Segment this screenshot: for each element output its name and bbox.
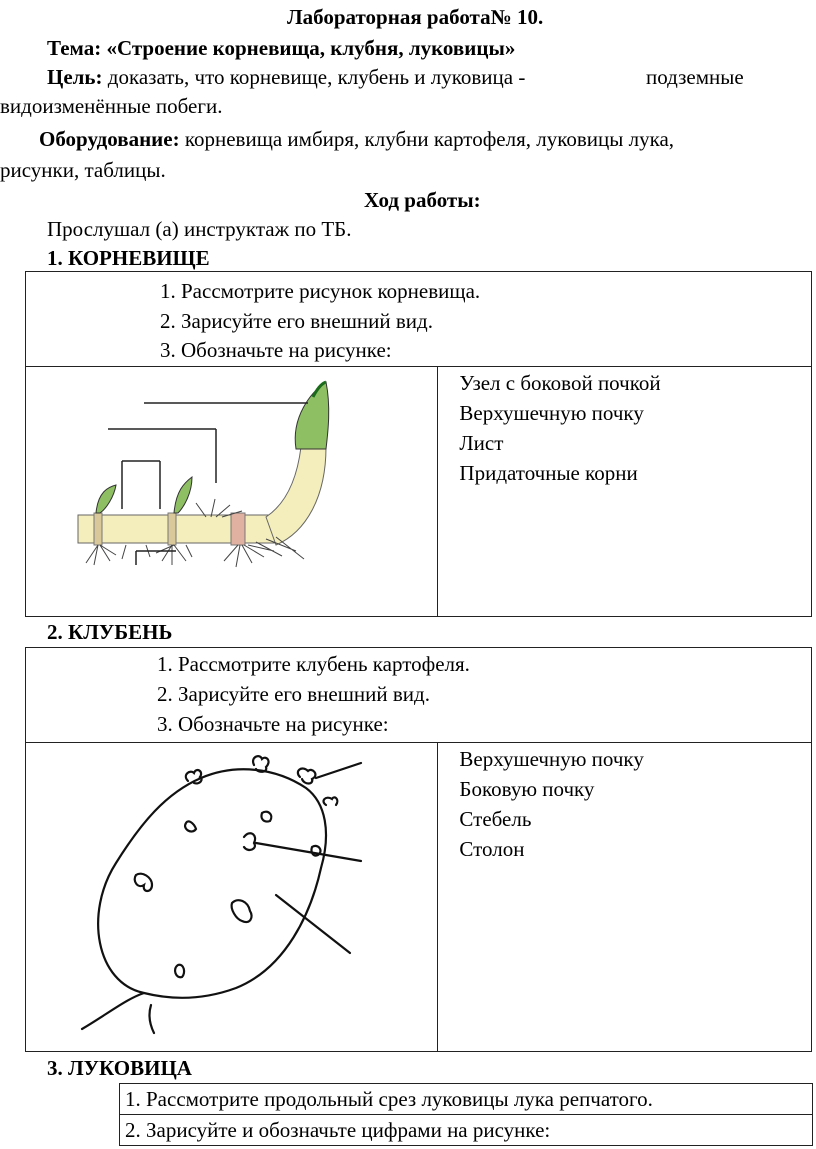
section2-step-2: 2. Зарисуйте его внешний вид. — [157, 682, 430, 706]
equipment-line — [39, 127, 674, 152]
section2-step-3: 3. Обозначьте на рисунке: — [157, 712, 389, 736]
rhizome-label-3: Лист — [459, 431, 504, 455]
rhizome-label-4: Придаточные корни — [459, 461, 638, 485]
section1-step-1: 1. Рассмотрите рисунок корневища. — [160, 279, 481, 303]
section1-step-2: 2. Зарисуйте его внешний вид. — [160, 309, 433, 333]
rhizome-label-2: Верхушечную почку — [459, 401, 644, 425]
tuber-label-1: Верхушечную почку — [459, 747, 644, 771]
rhizome-labels-cell — [438, 367, 812, 617]
equipment-text: корневища имбиря, клубни картофеля, луковицы лука, — [184, 127, 675, 151]
topic-text: «Строение корневища, клубня, луковицы» — [106, 36, 516, 60]
section3-heading: 3. ЛУКОВИЦА — [47, 1056, 192, 1080]
page-title: Лабораторная работа№ 10. — [287, 5, 544, 29]
equipment-label: Оборудование: — [39, 127, 180, 151]
tuber-illustration — [26, 743, 439, 1051]
tuber-label-2: Боковую почку — [459, 777, 595, 801]
section2-step-1: 1. Рассмотрите клубень картофеля. — [157, 652, 470, 676]
section3-step-1: 1. Рассмотрите продольный срез луковицы лука репчатого. — [125, 1087, 653, 1111]
section2-steps-cell — [26, 648, 812, 743]
goal-label: Цель: — [47, 65, 103, 89]
tuber-label-4: Столон — [459, 837, 525, 861]
goal-text-end: подземные — [646, 65, 744, 89]
goal-text-cont: видоизменённые побеги. — [0, 94, 223, 118]
tuber-label-3: Стебель — [459, 807, 532, 831]
equipment-text-cont: рисунки, таблицы. — [0, 158, 166, 182]
rhizome-drawing-cell — [26, 367, 438, 617]
section3-table — [119, 1083, 813, 1146]
topic-line — [47, 36, 515, 61]
section3-step-2: 2. Зарисуйте и обозначьте цифрами на рисунке: — [125, 1118, 551, 1142]
section2-heading: 2. КЛУБЕНЬ — [47, 620, 173, 644]
goal-line — [47, 65, 525, 90]
section3-step-2-cell — [120, 1115, 813, 1146]
rhizome-illustration — [26, 367, 439, 616]
section1-table — [25, 271, 812, 617]
tuber-drawing-cell — [26, 743, 438, 1052]
goal-text: доказать, что корневище, клубень и луковица - — [107, 65, 526, 89]
section1-step-3: 3. Обозначьте на рисунке: — [160, 338, 392, 362]
procedure-heading: Ход работы: — [364, 188, 481, 212]
briefing-text: Прослушал (а) инструктаж по ТБ. — [47, 217, 352, 241]
topic-label: Тема: — [47, 36, 102, 60]
rhizome-label-1: Узел с боковой почкой — [459, 371, 661, 395]
section1-heading: 1. КОРНЕВИЩЕ — [47, 246, 210, 270]
section1-steps-cell — [26, 272, 812, 367]
section2-table — [25, 647, 812, 1052]
section3-step-1-cell — [120, 1084, 813, 1115]
tuber-labels-cell — [438, 743, 812, 1052]
